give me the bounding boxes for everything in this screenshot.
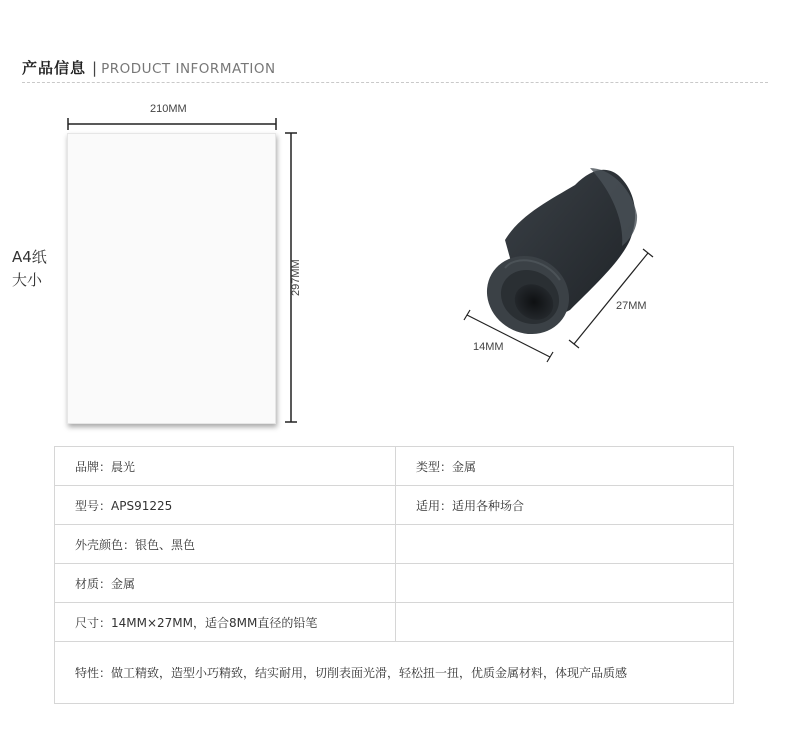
spec-table [54, 446, 734, 704]
table-row [55, 642, 734, 704]
spec-size: 尺寸：14MM×27MM，适合8MM直径的铅笔 [55, 603, 396, 642]
table-row [55, 486, 734, 525]
table-row [55, 447, 734, 486]
spec-empty-cell [396, 603, 734, 642]
spec-type: 类型：金属 [396, 447, 734, 486]
spec-empty-cell [396, 564, 734, 603]
section-title-cn: 产品信息 [22, 59, 87, 77]
title-separator: | [92, 59, 98, 77]
a4-label-line1: A4纸 [12, 248, 47, 266]
table-row [55, 525, 734, 564]
paper-width-label: 210MM [150, 103, 187, 115]
table-row [55, 564, 734, 603]
a4-label-line2: 大小 [12, 271, 43, 289]
spec-usage: 适用：适用各种场合 [396, 486, 734, 525]
spec-material: 材质：金属 [55, 564, 396, 603]
paper-height-label: 297MM [290, 259, 302, 296]
paper-width-dimension-line [68, 118, 276, 130]
product-length-label: 27MM [616, 300, 647, 312]
table-row [55, 603, 734, 642]
section-title-en: PRODUCT INFORMATION [101, 61, 276, 77]
spec-model: 型号：APS91225 [55, 486, 396, 525]
sharpener-product-image [473, 168, 637, 349]
spec-shell-color: 外壳颜色：银色、黑色 [55, 525, 396, 564]
spec-empty-cell [396, 525, 734, 564]
product-width-label: 14MM [473, 341, 504, 353]
spec-features: 特性：做工精致，造型小巧精致，结实耐用，切削表面光滑，轻松扭一扭，优质金属材料，体现产品质感 [55, 642, 734, 704]
spec-brand: 品牌：晨光 [55, 447, 396, 486]
